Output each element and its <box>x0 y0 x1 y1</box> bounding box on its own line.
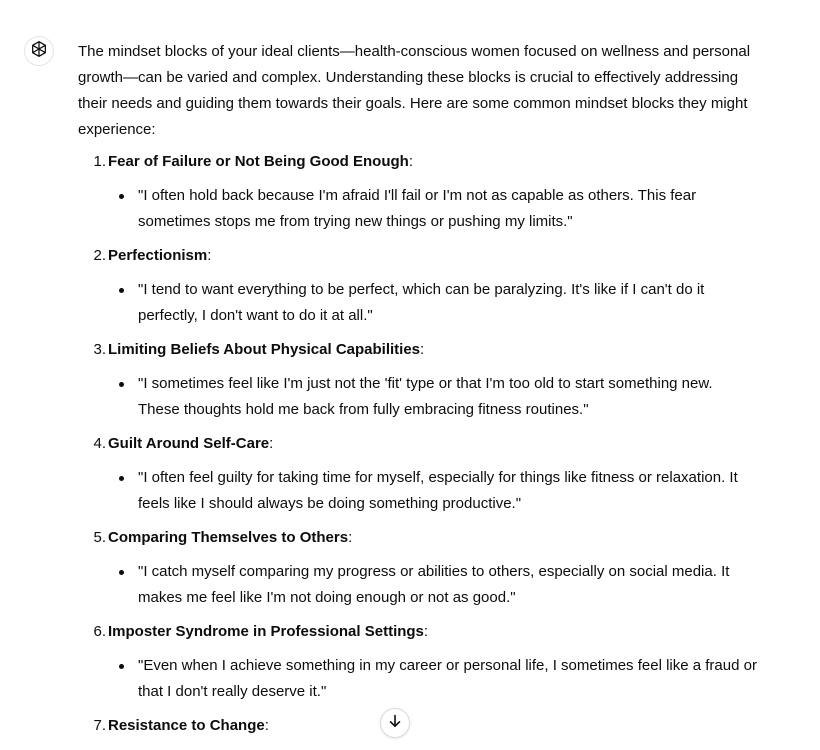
item-title: Guilt Around Self-Care <box>108 435 270 452</box>
item-colon: : <box>207 247 212 264</box>
quote-list <box>108 653 758 705</box>
item-number: 2. <box>93 247 106 264</box>
list-item <box>93 149 758 235</box>
message-content <box>78 39 758 747</box>
item-title-line <box>108 619 758 645</box>
item-colon: : <box>269 435 274 452</box>
quote-item: "I often feel guilty for taking time for myself, especially for things like fitness or relaxation. It feels like I should always be doing something productive." <box>138 465 758 517</box>
arrow-down-icon <box>387 713 403 734</box>
item-colon: : <box>408 153 413 170</box>
item-number: 4. <box>93 435 106 452</box>
quote-list <box>108 277 758 329</box>
item-title: Limiting Beliefs About Physical Capabilities <box>108 341 421 358</box>
quote-item: "Even when I achieve something in my career or personal life, I sometimes feel like a fraud or that I don't really deserve it." <box>138 653 758 705</box>
item-title: Imposter Syndrome in Professional Settings <box>108 623 424 640</box>
item-title: Resistance to Change <box>108 717 265 734</box>
item-colon: : <box>423 623 429 640</box>
openai-logo-icon <box>29 39 49 64</box>
list-item <box>93 243 758 329</box>
item-title: Comparing Themselves to Others <box>108 529 349 546</box>
list-item <box>93 713 758 739</box>
assistant-avatar <box>24 36 54 66</box>
quote-item: "I often hold back because I'm afraid I'll fail or I'm not as capable as others. This fear sometimes stops me from trying new things or pushing my limits." <box>138 183 758 235</box>
list-item <box>93 525 758 611</box>
item-title-line <box>108 713 758 739</box>
item-title-line <box>108 431 758 457</box>
item-number: 7. <box>93 717 106 734</box>
item-number: 3. <box>93 341 106 358</box>
item-title-line <box>108 337 758 363</box>
item-title-line <box>108 243 758 269</box>
item-colon: : <box>348 529 353 546</box>
item-number: 1. <box>93 153 106 170</box>
item-title-line <box>108 149 758 175</box>
quote-item: "I catch myself comparing my progress or abilities to others, especially on social media. It makes me feel like I'm not doing enough or not as good." <box>138 559 758 611</box>
quote-list <box>108 559 758 611</box>
list-item <box>93 431 758 517</box>
item-title: Fear of Failure or Not Being Good Enough <box>108 153 409 170</box>
quote-list <box>108 465 758 517</box>
quote-list <box>108 183 758 235</box>
item-colon: : <box>264 717 269 734</box>
item-colon: : <box>420 341 425 358</box>
message-intro: The mindset blocks of your ideal clients—health-conscious women focused on wellness and personal growth—can be varied and complex. Understanding these blocks is crucial to effectively addressing their needs and guiding them towards their goals. Here are some common mindset blocks they might experience: <box>78 43 751 138</box>
item-title-line <box>108 525 758 551</box>
quote-list <box>108 371 758 423</box>
list-item <box>93 337 758 423</box>
list-item <box>93 619 758 705</box>
mindset-blocks-list <box>78 149 758 739</box>
item-title: Perfectionism <box>108 247 208 264</box>
scroll-to-bottom-button[interactable] <box>380 708 410 738</box>
quote-item: "I sometimes feel like I'm just not the 'fit' type or that I'm too old to start something new. These thoughts hold me back from fully embracing fitness routines." <box>138 371 758 423</box>
item-number: 6. <box>93 623 106 640</box>
item-number: 5. <box>93 529 106 546</box>
quote-item: "I tend to want everything to be perfect, which can be paralyzing. It's like if I can't do it perfectly, I don't want to do it at all." <box>138 277 758 329</box>
